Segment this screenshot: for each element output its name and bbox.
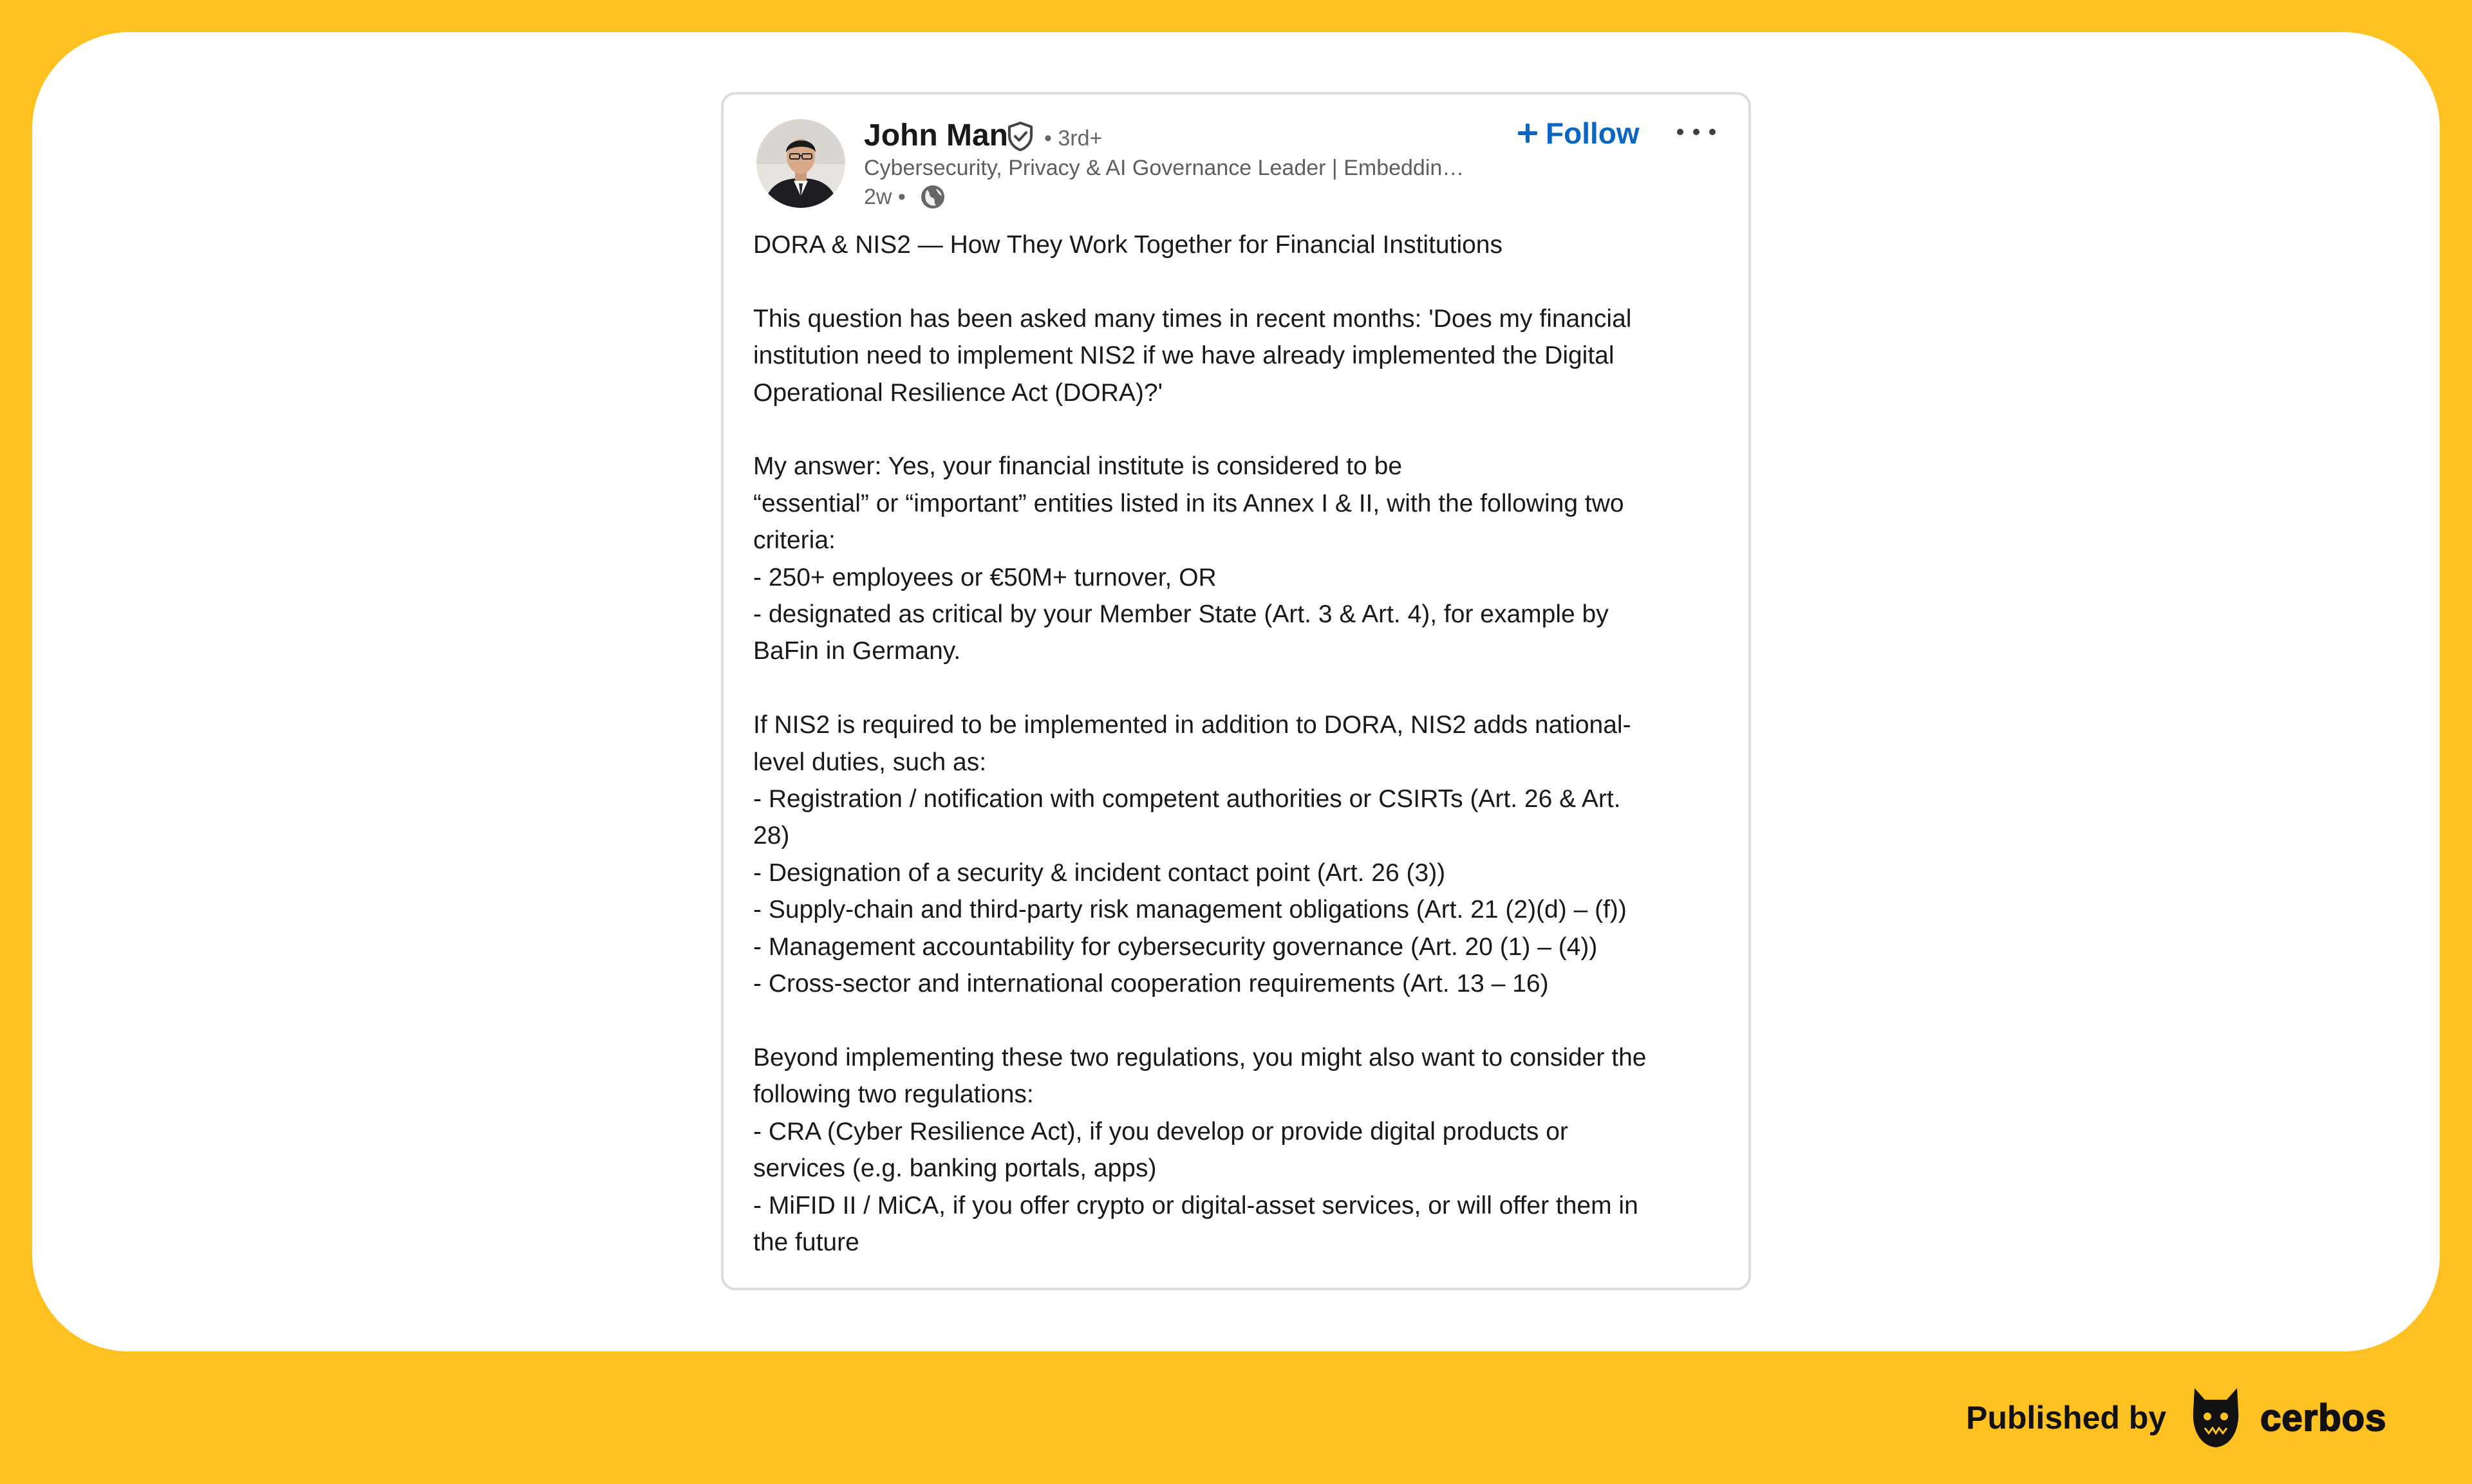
body-line: Operational Resilience Act (DORA)?' xyxy=(753,378,1163,407)
post-title: DORA & NIS2 — How They Work Together for Financial Institutions xyxy=(753,231,1503,259)
body-line: level duties, such as: xyxy=(753,748,987,776)
body-line: institution need to implement NIS2 if we have already implemented the Digital xyxy=(753,342,1615,370)
connection-degree: • 3rd+ xyxy=(1044,126,1103,151)
author-headline: Cybersecurity, Privacy & AI Governance Leader | Embeddin… xyxy=(864,156,1465,180)
cerbos-wordmark: cerbos xyxy=(2260,1396,2387,1439)
body-line: - Registration / notification with competent authorities or CSIRTs (Art. 26 & Art. xyxy=(753,785,1621,813)
paragraph-gap xyxy=(753,263,1719,300)
body-line: 28) xyxy=(753,822,790,850)
body-line: following two regulations: xyxy=(753,1081,1034,1109)
more-options-icon[interactable] xyxy=(1677,119,1716,145)
body-line: - 250+ employees or €50M+ turnover, OR xyxy=(753,563,1217,591)
body-line: If NIS2 is required to be implemented in addition to DORA, NIS2 adds national- xyxy=(753,711,1631,739)
author-avatar[interactable] xyxy=(756,119,845,208)
verified-shield-icon xyxy=(1006,121,1035,152)
body-line: - MiFID II / MiCA, if you offer crypto or digital-asset services, or will offer them in xyxy=(753,1191,1638,1220)
body-line: - CRA (Cyber Resilience Act), if you develop or provide digital products or xyxy=(753,1117,1568,1145)
follow-button[interactable] xyxy=(1516,111,1640,156)
plus-icon xyxy=(1516,122,1539,145)
body-line: BaFin in Germany. xyxy=(753,637,961,665)
more-dot xyxy=(1677,129,1683,135)
body-line: the future xyxy=(753,1228,859,1256)
body-line: criteria: xyxy=(753,526,836,555)
author-name[interactable]: John Man xyxy=(864,118,1008,153)
cerbos-logo-icon xyxy=(2191,1386,2241,1450)
post-body xyxy=(753,227,1719,1261)
body-line: - Management accountability for cybersecurity governance (Art. 20 (1) – (4)) xyxy=(753,932,1598,961)
body-line: - Supply-chain and third-party risk management obligations (Art. 21 (2)(d) – (f)) xyxy=(753,896,1627,924)
post-time: 2w • xyxy=(864,185,906,209)
more-dot xyxy=(1709,129,1716,135)
body-line: Beyond implementing these two regulations, you might also want to consider the xyxy=(753,1043,1647,1071)
body-line: “essential” or “important” entities listed in its Annex I & II, with the following two xyxy=(753,489,1624,517)
body-line: My answer: Yes, your financial institute is considered to be xyxy=(753,452,1403,481)
body-line: - Cross-sector and international cooperation requirements (Art. 13 – 16) xyxy=(753,970,1549,998)
published-by-label: Published by xyxy=(1966,1400,2167,1436)
paragraph-gap xyxy=(753,411,1719,448)
more-dot xyxy=(1693,129,1700,135)
follow-label: Follow xyxy=(1546,116,1640,150)
paragraph-gap xyxy=(753,670,1719,707)
body-line: This question has been asked many times in recent months: 'Does my financial xyxy=(753,304,1632,333)
body-line: - Designation of a security & incident contact point (Art. 26 (3)) xyxy=(753,858,1446,887)
globe-icon xyxy=(919,183,946,210)
body-line: - designated as critical by your Member State (Art. 3 & Art. 4), for example by xyxy=(753,600,1609,629)
body-line: services (e.g. banking portals, apps) xyxy=(753,1155,1157,1183)
published-by-footer xyxy=(1966,1382,2386,1453)
paragraph-gap xyxy=(753,1002,1719,1039)
